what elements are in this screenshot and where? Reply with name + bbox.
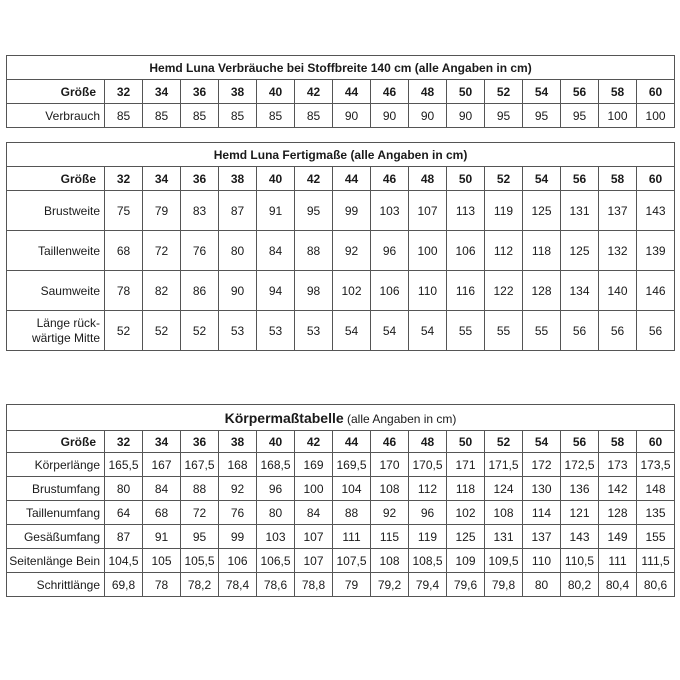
size-header-cell: 50 [447, 167, 485, 191]
table-cell: 114 [523, 501, 561, 525]
table-cell: 110,5 [561, 549, 599, 573]
table-cell: 137 [523, 525, 561, 549]
table-cell: 136 [561, 477, 599, 501]
table-cell: 149 [599, 525, 637, 549]
table-cell: 122 [485, 271, 523, 311]
size-header-cell: 44 [333, 431, 371, 453]
table-cell: 173 [599, 453, 637, 477]
table-cell: 170,5 [409, 453, 447, 477]
table-cell: 54 [371, 311, 409, 351]
table-cell: 64 [105, 501, 143, 525]
table-cell: 169,5 [333, 453, 371, 477]
body-measurements-table [6, 404, 675, 597]
table-cell: 91 [143, 525, 181, 549]
table-cell: 83 [181, 191, 219, 231]
table-cell: 76 [219, 501, 257, 525]
table-cell: 80 [257, 501, 295, 525]
table-title-main: Körpermaßtabelle [224, 409, 344, 426]
table-cell: 137 [599, 191, 637, 231]
size-header-cell: 32 [105, 431, 143, 453]
table-cell: 96 [371, 231, 409, 271]
table-row [7, 453, 675, 477]
size-header-cell: 50 [447, 80, 485, 104]
table-cell: 105 [143, 549, 181, 573]
table-row [7, 271, 675, 311]
row-label: Länge rück-wärtige Mitte [7, 311, 105, 351]
table-cell: 95 [523, 104, 561, 128]
table-cell: 78,8 [295, 573, 333, 597]
table-cell: 111 [599, 549, 637, 573]
size-header-cell: 34 [143, 431, 181, 453]
table-cell: 75 [105, 191, 143, 231]
table-cell: 54 [409, 311, 447, 351]
table-cell: 109,5 [485, 549, 523, 573]
table-cell: 88 [295, 231, 333, 271]
table-cell: 125 [523, 191, 561, 231]
size-header-cell: 42 [295, 167, 333, 191]
table-cell: 168 [219, 453, 257, 477]
table-cell: 56 [599, 311, 637, 351]
table-cell: 78,2 [181, 573, 219, 597]
table-cell: 171,5 [485, 453, 523, 477]
size-header-cell: 46 [371, 167, 409, 191]
table-cell: 108 [485, 501, 523, 525]
table-cell: 96 [257, 477, 295, 501]
table-row [7, 501, 675, 525]
table-cell: 79,4 [409, 573, 447, 597]
table-cell: 85 [295, 104, 333, 128]
size-header-cell: 48 [409, 80, 447, 104]
table-cell: 53 [219, 311, 257, 351]
table-cell: 106 [371, 271, 409, 311]
table-cell: 110 [409, 271, 447, 311]
table-cell: 119 [409, 525, 447, 549]
table-cell: 53 [257, 311, 295, 351]
table-cell: 99 [219, 525, 257, 549]
table-cell: 125 [561, 231, 599, 271]
table-cell: 108 [371, 477, 409, 501]
table-cell: 107,5 [333, 549, 371, 573]
size-header-cell: 38 [219, 431, 257, 453]
size-header-row [7, 80, 675, 104]
table-cell: 52 [105, 311, 143, 351]
table-cell: 107 [409, 191, 447, 231]
size-header-cell: 50 [447, 431, 485, 453]
table-cell: 95 [181, 525, 219, 549]
size-header-cell: 52 [485, 431, 523, 453]
size-header-cell: 36 [181, 80, 219, 104]
table-cell: 78 [143, 573, 181, 597]
table-cell: 52 [181, 311, 219, 351]
table-cell: 95 [561, 104, 599, 128]
table-cell: 86 [181, 271, 219, 311]
table-cell: 102 [333, 271, 371, 311]
table-cell: 72 [143, 231, 181, 271]
table-cell: 79,6 [447, 573, 485, 597]
size-header-label: Größe [7, 80, 105, 104]
table-cell: 132 [599, 231, 637, 271]
size-header-cell: 56 [561, 431, 599, 453]
table-cell: 72 [181, 501, 219, 525]
table-cell: 88 [181, 477, 219, 501]
size-header-cell: 36 [181, 431, 219, 453]
table-cell: 76 [181, 231, 219, 271]
table-cell: 68 [105, 231, 143, 271]
row-label: Brustweite [7, 191, 105, 231]
size-header-cell: 48 [409, 167, 447, 191]
table-cell: 80,2 [561, 573, 599, 597]
table-cell: 53 [295, 311, 333, 351]
table-cell: 80,4 [599, 573, 637, 597]
table-cell: 79 [333, 573, 371, 597]
table-cell: 92 [371, 501, 409, 525]
size-header-cell: 60 [637, 80, 675, 104]
size-header-cell: 38 [219, 80, 257, 104]
size-header-cell: 44 [333, 167, 371, 191]
size-header-cell: 54 [523, 80, 561, 104]
table-title-sub: (alle Angaben in cm) [347, 411, 457, 426]
table-cell: 107 [295, 549, 333, 573]
table-cell: 116 [447, 271, 485, 311]
table-row [7, 477, 675, 501]
table-row [7, 549, 675, 573]
table-cell: 80 [523, 573, 561, 597]
size-header-cell: 42 [295, 80, 333, 104]
table-cell: 68 [143, 501, 181, 525]
table-cell: 82 [143, 271, 181, 311]
size-header-cell: 34 [143, 80, 181, 104]
table-cell: 169 [295, 453, 333, 477]
table-cell: 146 [637, 271, 675, 311]
table-row [7, 525, 675, 549]
table-row [7, 311, 675, 351]
table-cell: 135 [637, 501, 675, 525]
row-label: Gesäßumfang [7, 525, 105, 549]
table-title: Hemd Luna Verbräuche bei Stoffbreite 140 cm (alle Angaben in cm) [7, 56, 675, 80]
finished-measurements-table [6, 142, 675, 351]
row-label: Brustumfang [7, 477, 105, 501]
table-cell: 112 [485, 231, 523, 271]
table-cell: 173,5 [637, 453, 675, 477]
table-cell: 172 [523, 453, 561, 477]
table-cell: 84 [143, 477, 181, 501]
table-cell: 171 [447, 453, 485, 477]
table-cell: 52 [143, 311, 181, 351]
table-cell: 84 [295, 501, 333, 525]
size-header-cell: 36 [181, 167, 219, 191]
table-cell: 104 [333, 477, 371, 501]
table-cell: 95 [485, 104, 523, 128]
row-label: Körperlänge [7, 453, 105, 477]
table-cell: 78,4 [219, 573, 257, 597]
row-label: Seitenlänge Bein [7, 549, 105, 573]
table-cell: 108,5 [409, 549, 447, 573]
table-cell: 140 [599, 271, 637, 311]
table-cell: 109 [447, 549, 485, 573]
table-cell: 131 [485, 525, 523, 549]
row-label: Saumweite [7, 271, 105, 311]
table-cell: 168,5 [257, 453, 295, 477]
size-header-cell: 46 [371, 431, 409, 453]
size-header-cell: 38 [219, 167, 257, 191]
size-header-cell: 40 [257, 167, 295, 191]
table-title [7, 405, 675, 431]
size-header-label: Größe [7, 431, 105, 453]
table-cell: 56 [637, 311, 675, 351]
table-cell: 142 [599, 477, 637, 501]
size-header-cell: 56 [561, 80, 599, 104]
table-cell: 87 [219, 191, 257, 231]
table-cell: 104,5 [105, 549, 143, 573]
table-cell: 90 [333, 104, 371, 128]
table-cell: 118 [523, 231, 561, 271]
table-cell: 108 [371, 549, 409, 573]
row-label: Schrittlänge [7, 573, 105, 597]
table-cell: 172,5 [561, 453, 599, 477]
size-header-row [7, 167, 675, 191]
size-header-cell: 60 [637, 167, 675, 191]
size-header-cell: 58 [599, 431, 637, 453]
table-cell: 131 [561, 191, 599, 231]
table-row [7, 104, 675, 128]
table-cell: 90 [447, 104, 485, 128]
table-cell: 96 [409, 501, 447, 525]
row-label: Verbrauch [7, 104, 105, 128]
table-cell: 128 [523, 271, 561, 311]
table-cell: 98 [295, 271, 333, 311]
size-header-cell: 58 [599, 167, 637, 191]
table-cell: 94 [257, 271, 295, 311]
size-header-cell: 54 [523, 431, 561, 453]
size-header-cell: 60 [637, 431, 675, 453]
table-cell: 78 [105, 271, 143, 311]
table-cell: 55 [485, 311, 523, 351]
table-cell: 112 [409, 477, 447, 501]
table-cell: 100 [409, 231, 447, 271]
table-cell: 79 [143, 191, 181, 231]
table-cell: 91 [257, 191, 295, 231]
size-header-cell: 52 [485, 167, 523, 191]
size-header-cell: 32 [105, 80, 143, 104]
table-cell: 107 [295, 525, 333, 549]
table-cell: 92 [219, 477, 257, 501]
table-cell: 90 [409, 104, 447, 128]
table-row [7, 191, 675, 231]
size-header-cell: 32 [105, 167, 143, 191]
table-cell: 130 [523, 477, 561, 501]
size-header-cell: 42 [295, 431, 333, 453]
table-cell: 139 [637, 231, 675, 271]
size-header-cell: 46 [371, 80, 409, 104]
size-header-cell: 44 [333, 80, 371, 104]
table-cell: 119 [485, 191, 523, 231]
table-cell: 85 [219, 104, 257, 128]
table-cell: 78,6 [257, 573, 295, 597]
table-cell: 167,5 [181, 453, 219, 477]
table-row [7, 573, 675, 597]
table-cell: 118 [447, 477, 485, 501]
table-cell: 128 [599, 501, 637, 525]
table-cell: 148 [637, 477, 675, 501]
table-cell: 95 [295, 191, 333, 231]
row-label: Taillenweite [7, 231, 105, 271]
table-cell: 103 [257, 525, 295, 549]
table-cell: 111 [333, 525, 371, 549]
size-header-cell: 56 [561, 167, 599, 191]
table-cell: 134 [561, 271, 599, 311]
size-header-cell: 48 [409, 431, 447, 453]
table-cell: 165,5 [105, 453, 143, 477]
table-cell: 56 [561, 311, 599, 351]
table-cell: 92 [333, 231, 371, 271]
table-cell: 69,8 [105, 573, 143, 597]
table-cell: 113 [447, 191, 485, 231]
table-cell: 79,8 [485, 573, 523, 597]
size-header-cell: 52 [485, 80, 523, 104]
table-title: Hemd Luna Fertigmaße (alle Angaben in cm) [7, 143, 675, 167]
size-header-cell: 40 [257, 431, 295, 453]
table-cell: 111,5 [637, 549, 675, 573]
size-header-cell: 40 [257, 80, 295, 104]
table-cell: 110 [523, 549, 561, 573]
table-cell: 115 [371, 525, 409, 549]
table-cell: 167 [143, 453, 181, 477]
table-cell: 143 [561, 525, 599, 549]
table-cell: 80 [105, 477, 143, 501]
table-cell: 90 [219, 271, 257, 311]
table-cell: 170 [371, 453, 409, 477]
size-header-label: Größe [7, 167, 105, 191]
size-header-cell: 34 [143, 167, 181, 191]
size-header-row [7, 431, 675, 453]
table-cell: 85 [143, 104, 181, 128]
table-cell: 106,5 [257, 549, 295, 573]
table-cell: 155 [637, 525, 675, 549]
table-cell: 121 [561, 501, 599, 525]
table-cell: 85 [257, 104, 295, 128]
table-cell: 54 [333, 311, 371, 351]
table-cell: 87 [105, 525, 143, 549]
table-cell: 99 [333, 191, 371, 231]
table-cell: 124 [485, 477, 523, 501]
table-cell: 88 [333, 501, 371, 525]
table-cell: 55 [523, 311, 561, 351]
size-header-cell: 58 [599, 80, 637, 104]
table-cell: 143 [637, 191, 675, 231]
table-cell: 103 [371, 191, 409, 231]
table-cell: 79,2 [371, 573, 409, 597]
table-cell: 106 [447, 231, 485, 271]
table-cell: 90 [371, 104, 409, 128]
table-cell: 80,6 [637, 573, 675, 597]
row-label: Taillenumfang [7, 501, 105, 525]
table-cell: 100 [599, 104, 637, 128]
table-cell: 55 [447, 311, 485, 351]
fabric-consumption-table [6, 55, 675, 128]
table-cell: 105,5 [181, 549, 219, 573]
table-row [7, 231, 675, 271]
size-header-cell: 54 [523, 167, 561, 191]
table-cell: 84 [257, 231, 295, 271]
table-cell: 125 [447, 525, 485, 549]
table-cell: 100 [295, 477, 333, 501]
table-cell: 100 [637, 104, 675, 128]
table-cell: 102 [447, 501, 485, 525]
table-cell: 85 [105, 104, 143, 128]
table-cell: 80 [219, 231, 257, 271]
table-cell: 106 [219, 549, 257, 573]
table-cell: 85 [181, 104, 219, 128]
